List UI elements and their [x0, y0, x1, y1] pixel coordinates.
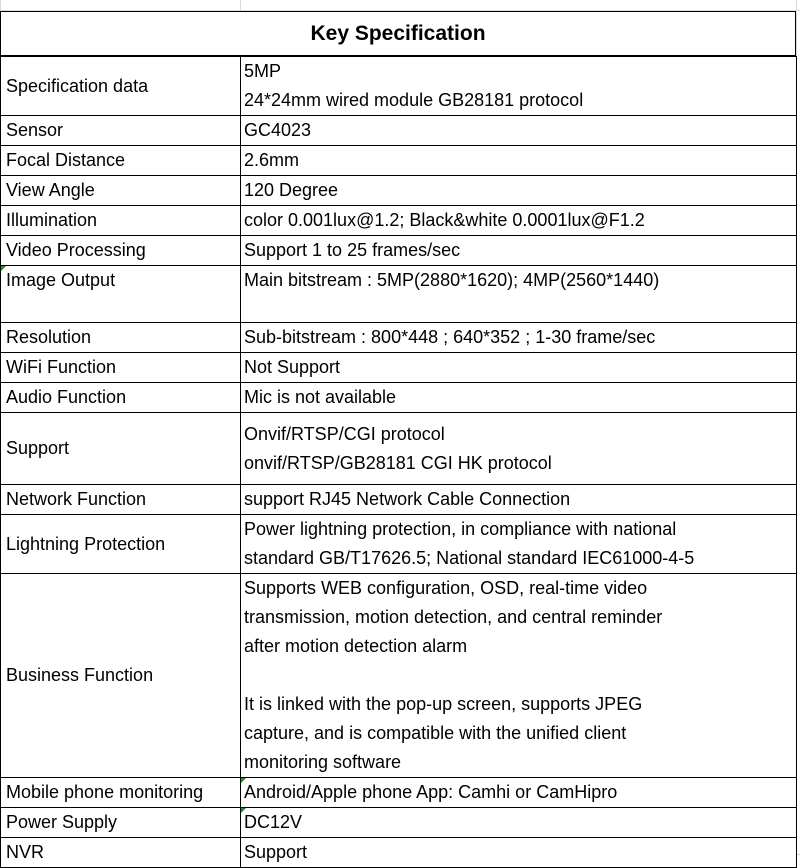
spec-value[interactable]: support RJ45 Network Cable Connection	[241, 485, 797, 515]
table-row	[1, 236, 797, 266]
spec-table	[0, 56, 797, 868]
spec-label[interactable]: WiFi Function	[1, 353, 241, 383]
table-row	[1, 176, 797, 206]
table-row	[1, 383, 797, 413]
spec-value[interactable]: Onvif/RTSP/CGI protocol onvif/RTSP/GB28181 CGI HK protocol	[241, 413, 797, 485]
spec-label[interactable]: Support	[1, 413, 241, 485]
spec-label[interactable]: NVR	[1, 838, 241, 868]
spec-value[interactable]: Support 1 to 25 frames/sec	[241, 236, 797, 266]
table-row	[1, 515, 797, 574]
spec-label[interactable]: Lightning Protection	[1, 515, 241, 574]
spec-value[interactable]: Support	[241, 838, 797, 868]
spec-label[interactable]: Video Processing	[1, 236, 241, 266]
spec-value-text: DC12V	[244, 812, 303, 832]
spec-value[interactable]	[241, 808, 797, 838]
spec-label[interactable]: Specification data	[1, 57, 241, 116]
spec-label[interactable]: Mobile phone monitoring	[1, 778, 241, 808]
spec-label-text: Image Output	[6, 270, 116, 290]
table-row	[1, 413, 797, 485]
spec-label[interactable]: Audio Function	[1, 383, 241, 413]
spec-label[interactable]: Network Function	[1, 485, 241, 515]
comment-marker-icon	[1, 266, 6, 271]
comment-marker-icon	[241, 778, 246, 783]
spec-value[interactable]: Sub-bitstream : 800*448 ; 640*352 ; 1-30 frame/sec	[241, 323, 797, 353]
spec-value[interactable]: Power lightning protection, in compliance with national standard GB/T17626.5; National standard IEC61000-4-5	[241, 515, 797, 574]
spec-label[interactable]: Sensor	[1, 116, 241, 146]
table-row	[1, 266, 797, 323]
spec-value[interactable]: GC4023	[241, 116, 797, 146]
spec-value[interactable]: 120 Degree	[241, 176, 797, 206]
spec-value[interactable]	[241, 778, 797, 808]
table-row	[1, 574, 797, 778]
spec-value[interactable]: Main bitstream : 5MP(2880*1620); 4MP(2560*1440)	[241, 266, 797, 323]
spec-label[interactable]: Resolution	[1, 323, 241, 353]
spec-label[interactable]: Illumination	[1, 206, 241, 236]
spec-label[interactable]	[1, 266, 241, 323]
spec-title: Key Specification	[0, 11, 796, 57]
table-row	[1, 57, 797, 116]
table-row	[1, 206, 797, 236]
spec-label[interactable]: Power Supply	[1, 808, 241, 838]
table-row	[1, 116, 797, 146]
spec-label[interactable]: Focal Distance	[1, 146, 241, 176]
spec-value-text: Android/Apple phone App: Camhi or CamHipro	[244, 782, 618, 802]
table-row	[1, 838, 797, 868]
spec-value[interactable]: Mic is not available	[241, 383, 797, 413]
spec-value[interactable]: 5MP 24*24mm wired module GB28181 protocol	[241, 57, 797, 116]
spec-label[interactable]: View Angle	[1, 176, 241, 206]
table-row	[1, 323, 797, 353]
spec-value[interactable]: color 0.001lux@1.2; Black&white 0.0001lux@F1.2	[241, 206, 797, 236]
table-row	[1, 808, 797, 838]
table-row	[1, 146, 797, 176]
table-row	[1, 485, 797, 515]
table-row	[1, 778, 797, 808]
spec-value[interactable]: 2.6mm	[241, 146, 797, 176]
spec-label[interactable]: Business Function	[1, 574, 241, 778]
spec-value[interactable]: Supports WEB configuration, OSD, real-time video transmission, motion detection, and central reminder after motion detection alarm It is linked with the pop-up screen, supports JPEG capture, and is compatible with the unified client monitoring software	[241, 574, 797, 778]
spec-value[interactable]: Not Support	[241, 353, 797, 383]
comment-marker-icon	[241, 808, 246, 813]
table-row	[1, 353, 797, 383]
